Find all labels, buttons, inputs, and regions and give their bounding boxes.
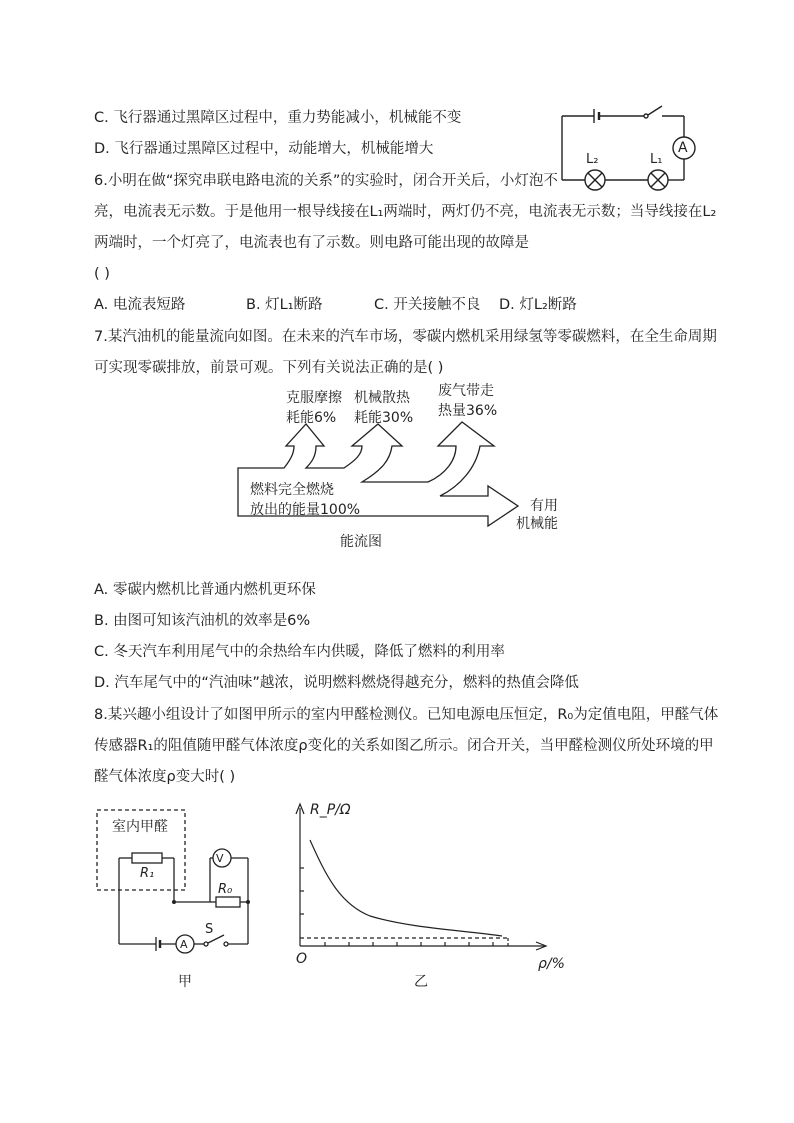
q7-option-d: D. 汽车尾气中的“汽油味”越浓，说明燃料燃烧得越充分，燃料的热值会降低 (94, 675, 579, 691)
formaldehyde-detector-circuit (94, 806, 264, 994)
q5-option-c: C. 飞行器通过黑障区过程中，重力势能减小，机械能不变 (94, 110, 462, 126)
q6-option-c: C. 开关接触不良 (374, 297, 481, 313)
useful-work-label-1: 有用 (530, 498, 558, 514)
q8-stem-line1: 8.某兴趣小组设计了如图甲所示的室内甲醛检测仪。已知电源电压恒定，R₀为定值电阻，甲醛气体 (94, 707, 719, 723)
exhaust-heat-label-1: 废气带走 (438, 383, 494, 399)
friction-loss-label-1: 克服摩擦 (286, 390, 342, 406)
graph-x-axis-label: ρ/% (538, 956, 565, 972)
q8-stem-line3: 醛气体浓度ρ变大时( ) (94, 769, 236, 785)
lamp-l1-label: L₁ (650, 152, 663, 167)
circuit-caption: 甲 (178, 974, 192, 990)
switch-label: S (205, 922, 214, 937)
friction-loss-label-2: 耗能6% (286, 410, 337, 426)
graph-origin-label: O (296, 951, 308, 967)
fuel-energy-label-2: 放出的能量100% (250, 502, 361, 518)
q8-stem-line2: 传感器R₁的阻值随甲醛气体浓度ρ变化的关系如图乙所示。闭合开关，当甲醛检测仪所处环境的甲 (94, 738, 714, 754)
useful-work-label-2: 机械能 (516, 516, 558, 532)
q6-stem-line3: 两端时，一个灯亮了，电流表也有了示数。则电路可能出现的故障是 (94, 235, 529, 251)
q6-option-b: B. 灯L₁断路 (246, 297, 323, 313)
q5-option-d: D. 飞行器通过黑障区过程中，动能增大，机械能增大 (94, 141, 434, 157)
q7-option-a: A. 零碳内燃机比普通内燃机更环保 (94, 582, 316, 598)
graph-y-axis-label: R_P/Ω (310, 802, 351, 818)
q6-stem-line2: 亮，电流表无示数。于是他用一根导线接在L₁两端时，两灯仍不亮，电流表无示数；当导线接在L₂ (94, 204, 717, 220)
q6-option-a: A. 电流表短路 (94, 297, 186, 313)
heat-dissipation-label-2: 耗能30% (354, 410, 414, 426)
energy-flow-caption: 能流图 (340, 534, 382, 550)
r1-label: R₁ (140, 866, 155, 881)
graph-caption: 乙 (414, 974, 428, 990)
heat-dissipation-label-1: 机械散热 (354, 390, 410, 406)
q7-stem-line2: 可实现零碳排放，前景可观。下列有关说法正确的是( ) (94, 360, 444, 376)
fuel-energy-label-1: 燃料完全燃烧 (250, 482, 334, 498)
lamp-l2-label: L₂ (586, 152, 599, 167)
q7-option-c: C. 冬天汽车利用尾气中的余热给车内供暖，降低了燃料的利用率 (94, 644, 505, 660)
indoor-formaldehyde-label: 室内甲醛 (112, 819, 168, 835)
voltmeter-symbol: V (216, 852, 224, 865)
ammeter-symbol-q8: A (180, 938, 188, 951)
q7-stem-line1: 7.某汽油机的能量流向如图。在未来的汽车市场，零碳内燃机采用绿氢等零碳燃料，在全生命周期 (94, 329, 717, 345)
q7-option-b: B. 由图可知该汽油机的效率是6% (94, 613, 311, 629)
ammeter-symbol: A (678, 140, 688, 156)
energy-flow-diagram (232, 380, 568, 556)
q6-stem-line1: 6.小明在做“探究串联电路电流的关系”的实验时，闭合开关后，小灯泡不 (94, 173, 558, 189)
resistance-concentration-graph (290, 796, 580, 996)
q6-option-d: D. 灯L₂断路 (499, 297, 577, 313)
exhaust-heat-label-2: 热量36% (438, 403, 498, 419)
q6-answer-paren: ( ) (94, 266, 110, 282)
q6-circuit-diagram (556, 100, 702, 196)
r0-label: R₀ (218, 882, 233, 897)
